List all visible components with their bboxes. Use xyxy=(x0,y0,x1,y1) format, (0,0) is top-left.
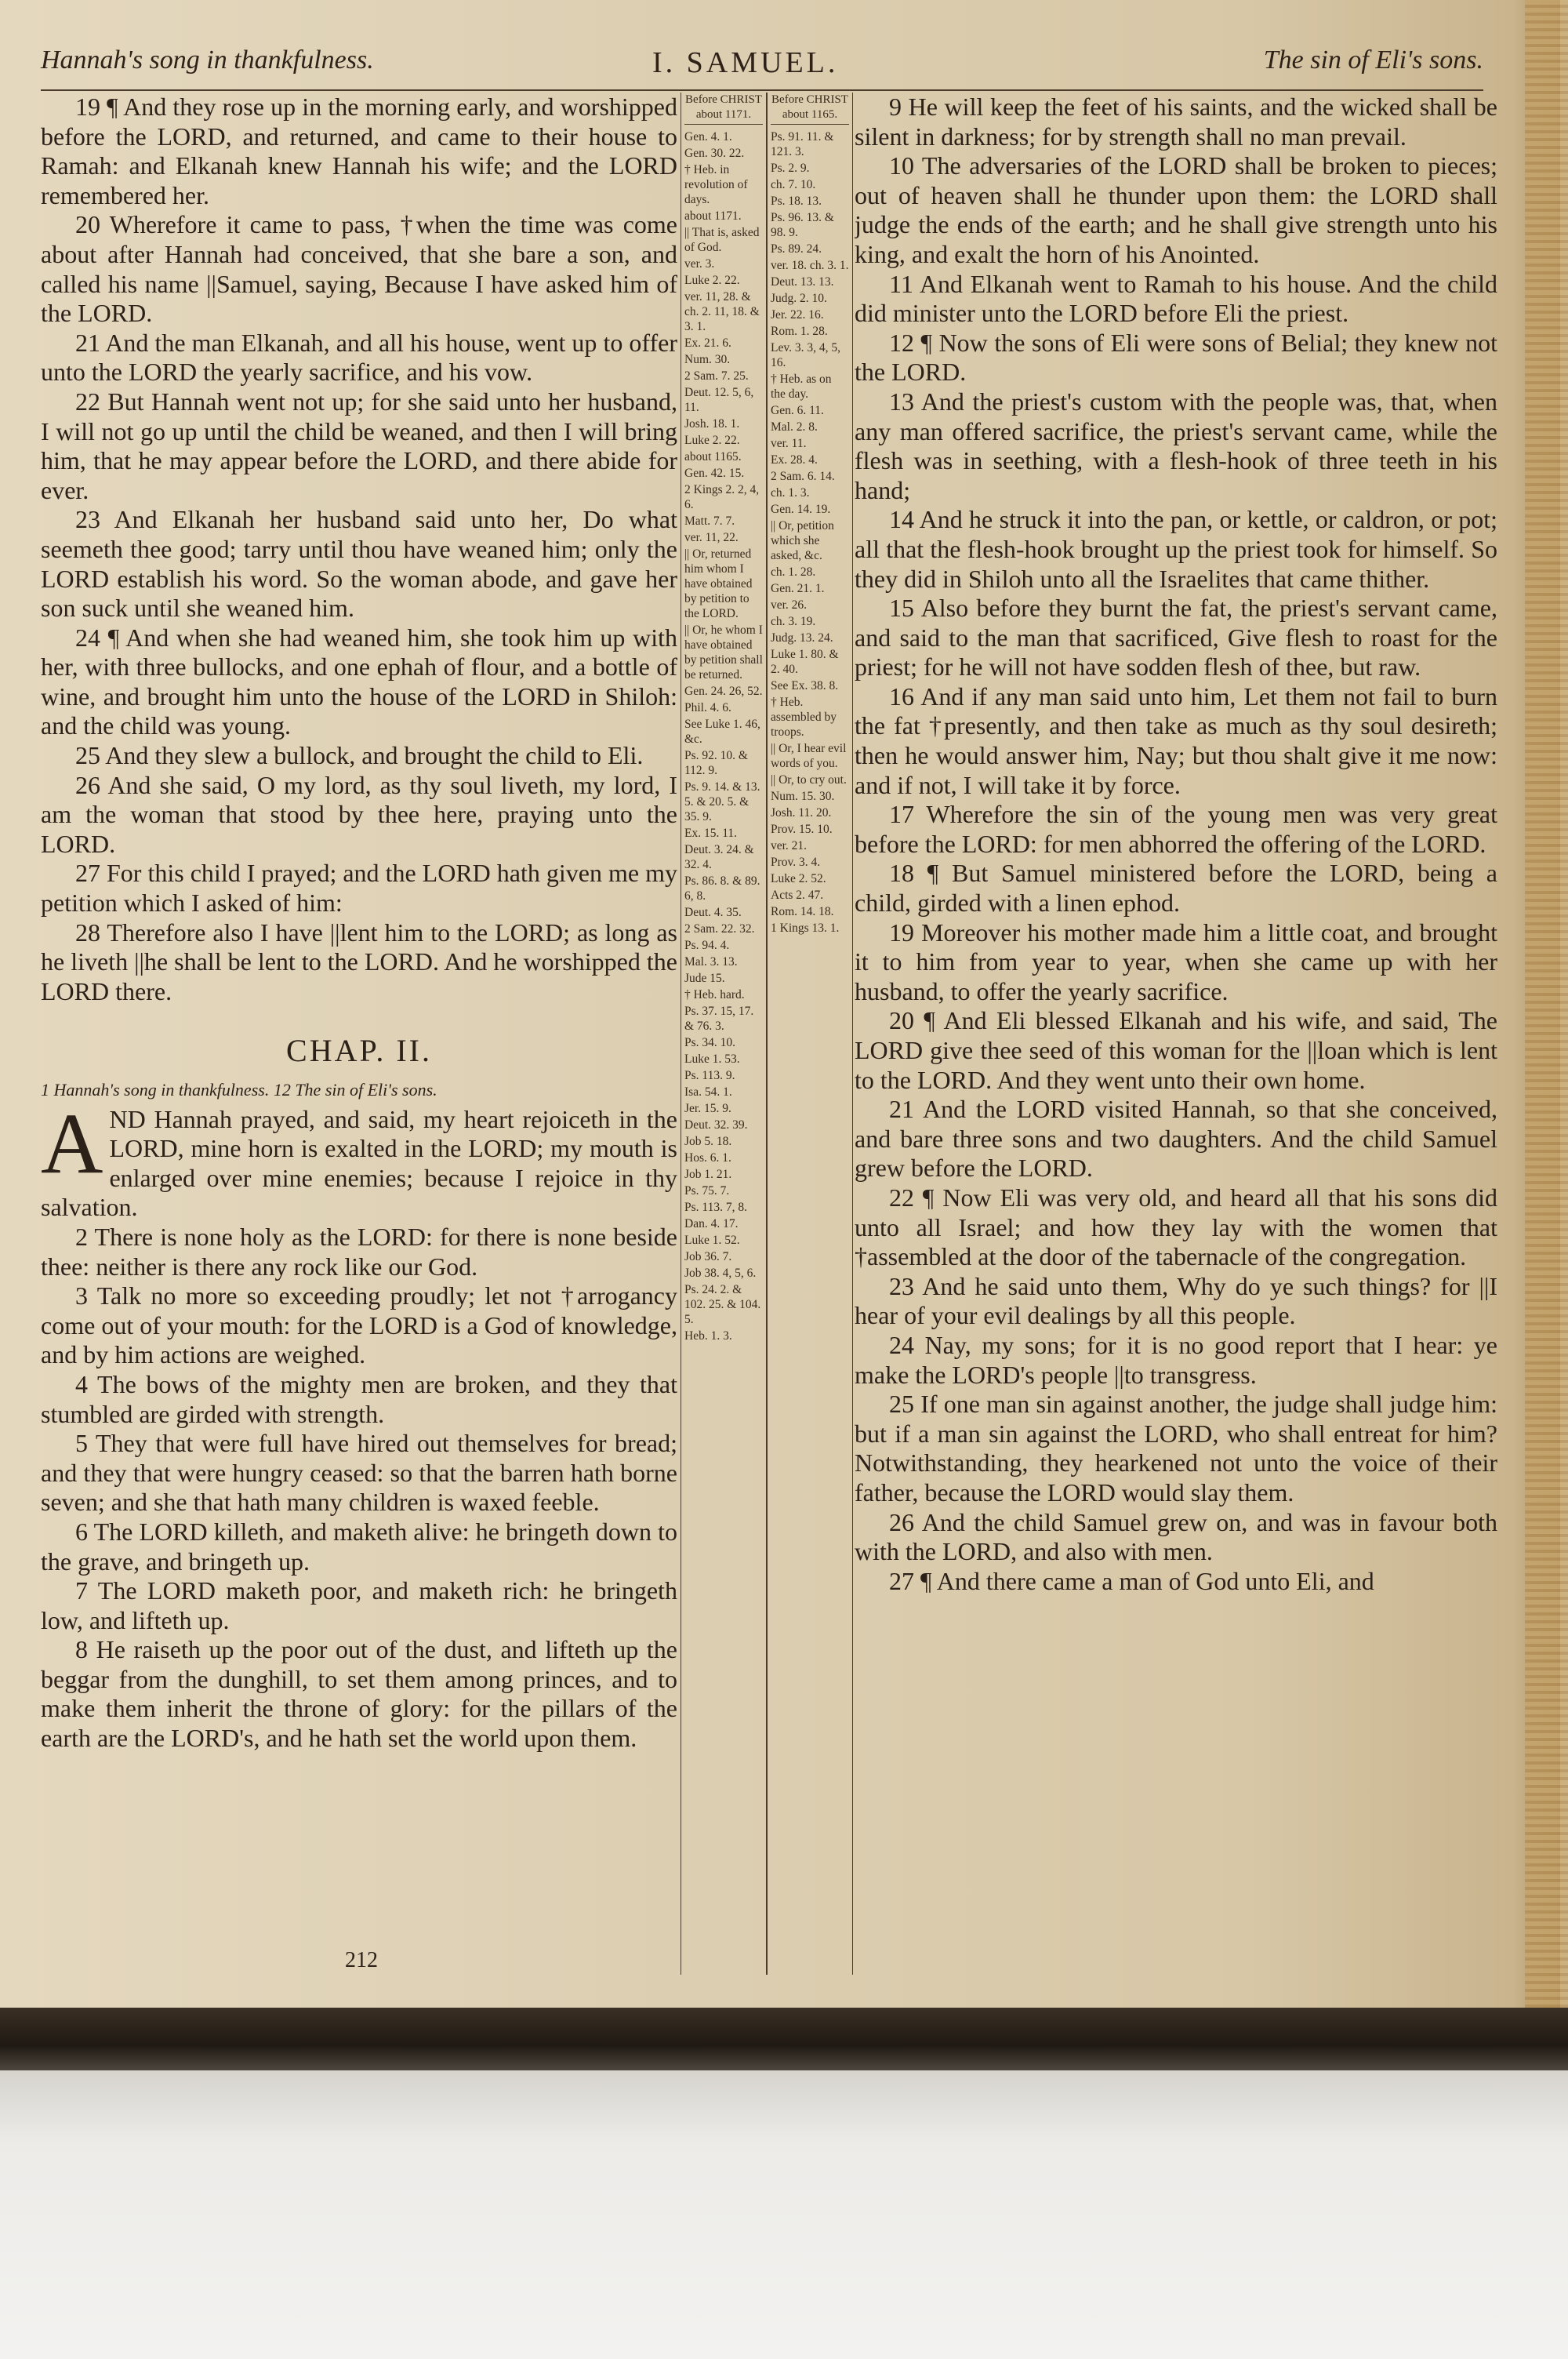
chapter-summary: 1 Hannah's song in thankfulness. 12 The sin of Eli's sons. xyxy=(41,1080,437,1100)
verse: 23 And Elkanah her husband said unto her, Do what seemeth thee good; tarry until thou have weaned him; only the LORD establish his word. So the woman abode, and gave her son suck until she weaned him. xyxy=(41,505,677,623)
cross-reference: Gen. 4. 1. xyxy=(684,130,732,144)
verse: 26 And she said, O my lord, as thy soul liveth, my lord, I am the woman that stood by thee here, praying unto the LORD. xyxy=(41,770,677,858)
cross-reference: Heb. 1. 3. xyxy=(684,1329,732,1343)
verse: 8 He raiseth up the poor out of the dust, and lifteth up the beggar from the dunghill, to set them among princes, and to make them inherit the throne of glory: for the pillars of the earth are the LORD's, and he hath set the world upon them. xyxy=(41,1635,677,1753)
page-number: 212 xyxy=(345,1948,378,1972)
cross-reference: Luke 1. 52. xyxy=(684,1234,740,1247)
cross-reference: Jer. 22. 16. xyxy=(771,308,824,322)
verse: 4 The bows of the mighty men are broken, and they that stumbled are girded with strength. xyxy=(41,1369,677,1428)
cross-reference: 2 Kings 2. 2, 4, 6. xyxy=(684,483,760,511)
running-header xyxy=(41,45,1483,85)
right-text-column xyxy=(855,93,1497,1959)
right-margin-references xyxy=(767,93,853,1975)
cross-reference: 2 Sam. 6. 14. xyxy=(771,470,835,483)
cross-reference: Ps. 94. 4. xyxy=(684,939,730,952)
cross-reference: Matt. 7. 7. xyxy=(684,514,735,528)
verse: 26 And the child Samuel grew on, and was in favour both with the LORD, and also with men. xyxy=(855,1507,1497,1566)
verse: 15 Also before they burnt the fat, the priest's servant came, and said to the man that sacrificed, Give flesh to roast for the priest; for he will not have sodden flesh of thee, but raw. xyxy=(855,594,1497,682)
verse: 14 And he struck it into the pan, or kettle, or caldron, or pot; all that the flesh-hook brought up the priest took for himself. So they did in Shiloh unto all the Israelites that came thither. xyxy=(855,505,1497,593)
verse: 11 And Elkanah went to Ramah to his house. And the child did minister unto the LORD before Eli the priest. xyxy=(855,269,1497,328)
cross-reference: Gen. 42. 15. xyxy=(684,467,745,480)
cross-reference: ver. 11. xyxy=(771,437,807,450)
verse: 24 Nay, my sons; for it is no good report that I hear: ye make the LORD's people ||to transgress. xyxy=(855,1330,1497,1389)
verse: 22 ¶ Now Eli was very old, and heard all that his sons did unto all Israel; and how they lay with the women that †assembled at the door of the tabernacle of the congregation. xyxy=(855,1183,1497,1271)
cross-reference: ch. 1. 3. xyxy=(771,486,810,500)
cross-reference: ch. 7. 10. xyxy=(771,178,816,191)
cross-reference: Dan. 4. 17. xyxy=(684,1217,739,1230)
verse: 19 ¶ And they rose up in the morning early, and worshipped before the LORD, and returned, and came to their house to Ramah: and Elkanah knew Hannah his wife; and the LORD remembered her. xyxy=(41,93,677,209)
cross-reference: Gen. 30. 22. xyxy=(684,147,745,160)
cross-reference: Gen. 6. 11. xyxy=(771,404,824,417)
page-edge xyxy=(1525,0,1568,2023)
verse: 27 ¶ And there came a man of God unto Eli, and xyxy=(889,1566,1374,1595)
cross-reference: Prov. 3. 4. xyxy=(771,856,821,869)
drop-cap: A xyxy=(41,1095,103,1191)
cross-reference: Luke 1. 53. xyxy=(684,1052,740,1066)
cross-reference: Ps. 37. 15, 17. & 76. 3. xyxy=(684,1005,754,1033)
cross-reference: Ps. 24. 2. & 102. 25. & 104. 5. xyxy=(684,1283,761,1326)
verse: 10 The adversaries of the LORD shall be broken to pieces; out of heaven shall he thunder upon them: the LORD shall judge the ends of the earth; and he shall give strength unto his king, and exalt the horn of his Anointed. xyxy=(855,151,1497,268)
cross-reference: ver. 18. ch. 3. 1. xyxy=(771,259,849,272)
cross-reference: || Or, petition which she asked, &c. xyxy=(771,519,834,562)
cross-reference: Luke 2. 22. xyxy=(684,434,740,447)
cross-reference: Lev. 3. 3, 4, 5, 16. xyxy=(771,341,840,369)
verse: 2 There is none holy as the LORD: for there is none beside thee: neither is there any rock like our God. xyxy=(41,1222,677,1281)
cross-reference: Gen. 21. 1. xyxy=(771,582,825,595)
verse: 9 He will keep the feet of his saints, and the wicked shall be silent in darkness; for by strength shall no man prevail. xyxy=(855,93,1497,151)
cross-reference: Job 5. 18. xyxy=(684,1135,732,1148)
cross-reference: Gen. 14. 19. xyxy=(771,503,831,516)
cross-reference: Ps. 75. 7. xyxy=(684,1184,730,1198)
cross-reference: || Or, returned him whom I have obtained by petition to the LORD. xyxy=(684,547,753,620)
cross-reference: ch. 3. 19. xyxy=(771,615,816,628)
margin-heading: Before CHRIST about 1165. xyxy=(771,93,849,125)
cross-reference: Deut. 13. 13. xyxy=(771,275,834,289)
cross-reference: Phil. 4. 6. xyxy=(684,701,731,714)
cross-reference: Deut. 12. 5, 6, 11. xyxy=(684,386,754,414)
verse: 5 They that were full have hired out themselves for bread; and they that were hungry ceased: so that the barren hath borne seven; and she that hath many children is waxed feeble. xyxy=(41,1429,677,1517)
verse: 23 And he said unto them, Why do ye such things? for ||I hear of your evil dealings by all this people. xyxy=(855,1271,1497,1330)
cross-reference: Isa. 54. 1. xyxy=(684,1085,732,1099)
verse: 12 ¶ Now the sons of Eli were sons of Belial; they knew not the LORD. xyxy=(855,328,1497,387)
cross-reference: ver. 26. xyxy=(771,598,808,612)
cross-reference: 2 Sam. 7. 25. xyxy=(684,369,749,383)
header-rule xyxy=(41,89,1483,91)
cross-reference: Deut. 32. 39. xyxy=(684,1118,748,1132)
verse: 7 The LORD maketh poor, and maketh rich: he bringeth low, and lifteth up. xyxy=(41,1576,677,1634)
cross-reference: || Or, he whom I have obtained by petition shall be returned. xyxy=(684,623,763,682)
cross-reference: Job 38. 4, 5, 6. xyxy=(684,1267,757,1280)
verse: 22 But Hannah went not up; for she said unto her husband, I will not go up until the child be weaned, and then I will bring him, that he may appear before the LORD, and there abide for ever. xyxy=(41,387,677,504)
verse: ND Hannah prayed, and said, my heart rejoiceth in the LORD, mine horn is exalted in the LORD; my mouth is enlarged over mine enemies; because I rejoice in thy salvation. xyxy=(41,1104,677,1222)
verse: 17 Wherefore the sin of the young men was very great before the LORD: for men abhorred the offering of the LORD. xyxy=(855,800,1497,858)
cross-reference: Jude 15. xyxy=(684,972,725,985)
header-right: The sin of Eli's sons. xyxy=(1263,45,1483,75)
margin-heading: Before CHRIST about 1171. xyxy=(684,93,763,125)
left-text-column xyxy=(41,93,677,1975)
book-bottom-edge xyxy=(0,2008,1568,2070)
cross-reference: Deut. 3. 24. & 32. 4. xyxy=(684,843,754,871)
cross-reference: Job 1. 21. xyxy=(684,1168,732,1181)
cross-reference: Ps. 34. 10. xyxy=(684,1036,736,1049)
header-book-title: I. SAMUEL. xyxy=(652,46,839,79)
cross-reference: about 1171. xyxy=(684,209,742,223)
cross-reference: Rom. 14. 18. xyxy=(771,905,834,918)
cross-reference: 1 Kings 13. 1. xyxy=(771,921,840,935)
cross-reference: Ps. 18. 13. xyxy=(771,194,822,208)
cross-reference: † Heb. hard. xyxy=(684,988,745,1001)
cross-reference: 2 Sam. 22. 32. xyxy=(684,922,755,936)
cross-reference: Jer. 15. 9. xyxy=(684,1102,731,1115)
cross-reference: ver. 11, 22. xyxy=(684,531,739,544)
cross-reference: Acts 2. 47. xyxy=(771,889,824,902)
verse: 21 And the man Elkanah, and all his house, went up to offer unto the LORD the yearly sacrifice, and his vow. xyxy=(41,328,677,387)
cross-reference: Mal. 2. 8. xyxy=(771,420,818,434)
cross-reference: Ps. 96. 13. & 98. 9. xyxy=(771,211,834,239)
verse: 20 ¶ And Eli blessed Elkanah and his wife, and said, The LORD give thee seed of this woman for the ||loan which is lent to the LORD. And they went unto their own home. xyxy=(855,1006,1497,1094)
cross-reference: Judg. 2. 10. xyxy=(771,292,827,305)
verse: 18 ¶ But Samuel ministered before the LORD, being a child, girded with a linen ephod. xyxy=(855,859,1497,918)
cross-reference: Ps. 113. 9. xyxy=(684,1069,735,1082)
cross-reference: Job 36. 7. xyxy=(684,1250,732,1263)
cross-reference: ver. 3. xyxy=(684,257,715,271)
cross-reference: † Heb. as on the day. xyxy=(771,373,832,401)
cross-reference: Ps. 113. 7, 8. xyxy=(684,1201,747,1214)
cross-reference: Josh. 11. 20. xyxy=(771,806,832,820)
cross-reference: Num. 30. xyxy=(684,353,731,366)
verse: 27 For this child I prayed; and the LORD hath given me my petition which I asked of him: xyxy=(41,859,677,918)
verse: 13 And the priest's custom with the people was, that, when any man offered sacrifice, the priest's servant came, while the flesh was in seething, with a flesh-hook of three teeth in his hand; xyxy=(855,387,1497,504)
cross-reference: Ps. 86. 8. & 89. 6, 8. xyxy=(684,874,760,903)
cross-reference: Prov. 15. 10. xyxy=(771,823,833,836)
cross-reference: Ex. 21. 6. xyxy=(684,336,731,350)
table-surface xyxy=(0,2070,1568,2359)
cross-reference: ver. 21. xyxy=(771,839,808,852)
cross-reference: See Ex. 38. 8. xyxy=(771,679,839,692)
cross-reference: ver. 11, 28. & ch. 2. 11, 18. & 3. 1. xyxy=(684,290,760,333)
cross-reference: Luke 1. 80. & 2. 40. xyxy=(771,648,839,676)
verse: 21 And the LORD visited Hannah, so that she conceived, and bare three sons and two daughters. And the child Samuel grew before the LORD. xyxy=(855,1095,1497,1183)
cross-reference: ch. 1. 28. xyxy=(771,565,816,579)
cross-reference: See Luke 1. 46, &c. xyxy=(684,718,760,746)
cross-reference: Gen. 24. 26, 52. xyxy=(684,685,763,698)
cross-reference: Ps. 92. 10. & 112. 9. xyxy=(684,749,748,777)
cross-reference: Ps. 89. 24. xyxy=(771,242,822,256)
cross-reference: Ps. 2. 9. xyxy=(771,162,810,175)
cross-reference: Luke 2. 22. xyxy=(684,274,740,287)
verse: 19 Moreover his mother made him a little coat, and brought it to him from year to year, when she came up with her husband, to offer the yearly sacrifice. xyxy=(855,918,1497,1005)
cross-reference: Josh. 18. 1. xyxy=(684,417,740,431)
cross-reference: Hos. 6. 1. xyxy=(684,1151,731,1165)
chapter-heading: CHAP. II. xyxy=(286,1033,432,1069)
verse: 20 Wherefore it came to pass, †when the time was come about after Hannah had conceived, that she bare a son, and called his name ||Samuel, saying, Because I have asked him of the LORD. xyxy=(41,210,677,328)
cross-reference: Rom. 1. 28. xyxy=(771,325,828,338)
verse: 28 Therefore also I have ||lent him to the LORD; as long as he liveth ||he shall be lent to the LORD. And he worshipped the LORD there. xyxy=(41,918,677,1005)
cross-reference: † Heb. assembled by troops. xyxy=(771,696,837,739)
verse: 25 If one man sin against another, the judge shall judge him: but if a man sin against the LORD, who shall entreat for him? Notwithstanding, they hearkened not unto the voice of their father, because the LORD would slay them. xyxy=(855,1390,1497,1507)
cross-reference: Judg. 13. 24. xyxy=(771,631,833,645)
cross-reference: about 1165. xyxy=(684,450,742,463)
cross-reference: || Or, to cry out. xyxy=(771,773,847,787)
cross-reference: Mal. 3. 13. xyxy=(684,955,738,969)
cross-reference: || That is, asked of God. xyxy=(684,226,760,254)
cross-reference: Ps. 91. 11. & 121. 3. xyxy=(771,130,834,158)
cross-reference: Deut. 4. 35. xyxy=(684,906,742,919)
cross-reference: Num. 15. 30. xyxy=(771,790,835,803)
header-left: Hannah's song in thankfulness. xyxy=(41,45,374,75)
cross-reference: Ps. 9. 14. & 13. 5. & 20. 5. & 35. 9. xyxy=(684,780,760,823)
left-margin-references xyxy=(681,93,767,1975)
verse: 16 And if any man said unto him, Let them not fail to burn the fat †presently, and then take as much as thy soul desireth; then he would answer him, Nay; but thou shalt give it me now: and if not, I will take it by force. xyxy=(855,682,1497,799)
verse: 3 Talk no more so exceeding proudly; let not †arrogancy come out of your mouth: for the LORD is a God of knowledge, and by him actions are weighed. xyxy=(41,1281,677,1369)
verse: 24 ¶ And when she had weaned him, she took him up with her, with three bullocks, and one ephah of flour, and a bottle of wine, and brought him unto the house of the LORD in Shiloh: and the child was young. xyxy=(41,623,677,740)
cross-reference: Ex. 15. 11. xyxy=(684,827,738,840)
cross-reference: Ex. 28. 4. xyxy=(771,453,818,467)
cross-reference: || Or, I hear evil words of you. xyxy=(771,742,847,770)
verse: 25 And they slew a bullock, and brought the child to Eli. xyxy=(75,741,644,770)
verse: 6 The LORD killeth, and maketh alive: he bringeth down to the grave, and bringeth up. xyxy=(41,1517,677,1576)
cross-reference: † Heb. in revolution of days. xyxy=(684,163,748,206)
cross-reference: Luke 2. 52. xyxy=(771,872,826,885)
